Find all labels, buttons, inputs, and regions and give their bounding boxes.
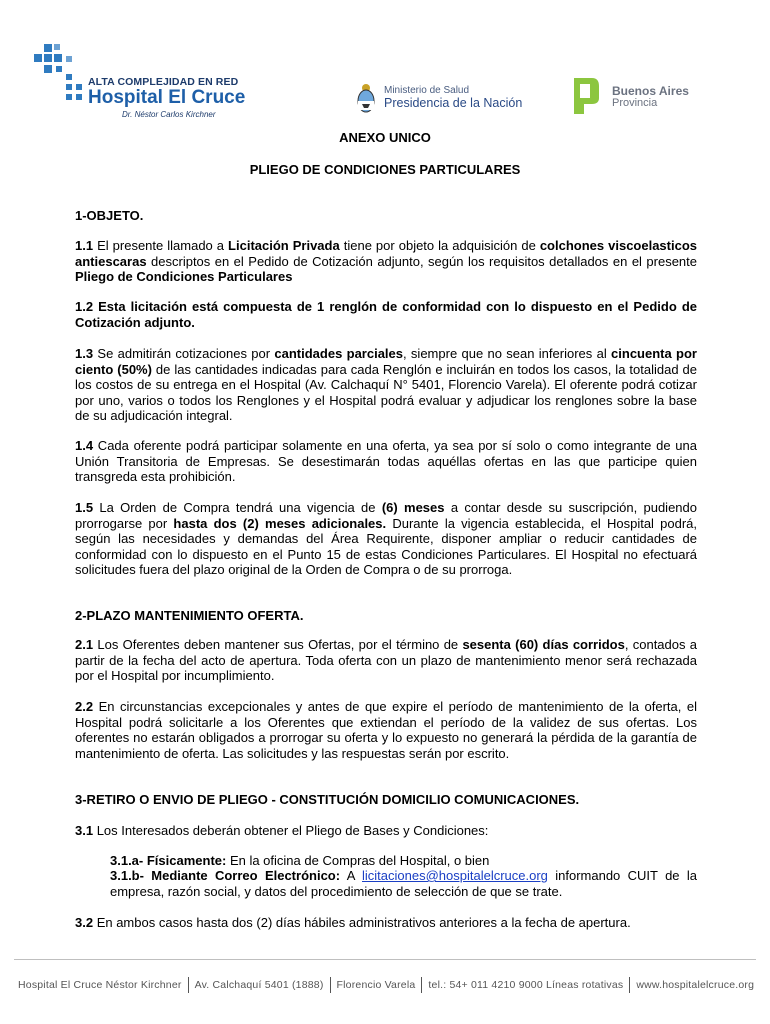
section-1-title: 1-OBJETO. bbox=[75, 208, 144, 223]
paragraph-3-1-b: 3.1.b- Mediante Correo Electrónico: A licitaciones@hospitalelcruce.org informando CUIT de la empresa, razón social, y datos del procedimiento de selección de que se trate. bbox=[110, 868, 697, 899]
footer-divider bbox=[14, 959, 756, 960]
footer-hospital-name: Hospital El Cruce Néstor Kirchner bbox=[18, 978, 182, 991]
paragraph-1-5: 1.5 La Orden de Compra tendrá una vigencia de (6) meses a contar desde su suscripción, pudiendo prorrogarse por hasta dos (2) meses adicionales. Durante la vigencia establecida, el Hospital podrá, según las necesidades y demandas del Área Requirente, disponer ampliar o reducir cantidades de conformidad con lo dispuesto en el Punto 15 de estas Condiciones Particulares. El Hospital no efectuará solicitudes fuera del plazo original de la Orden de Compra o de su prorroga. bbox=[75, 500, 698, 577]
footer-separator bbox=[629, 977, 630, 993]
pba-line1: Buenos Aires bbox=[612, 84, 689, 98]
paragraph-1-1: 1.1 El presente llamado a Licitación Privada tiene por objeto la adquisición de colchones viscoelasticos antiescaras descriptos en el Pedido de Cotización adjunto, según los requisitos detallados en el presente Pliego de Condiciones Particulares bbox=[75, 238, 698, 284]
footer-phone: tel.: 54+ 011 4210 9000 Líneas rotativas bbox=[428, 978, 624, 991]
paragraph-3-1: 3.1 Los Interesados deberán obtener el Pliego de Bases y Condiciones: bbox=[75, 823, 489, 838]
paragraph-2-2: 2.2 En circunstancias excepcionales y antes de que expire el período de mantenimiento de la oferta, el Hospital podrá solicitarle a los Oferentes que extiendan el período de la validez de sus ofertas. Los oferentes no estarán obligados a prorrogar su oferta y lo expuesto no generará la pérdida de la garantía de mantenimiento de oferta. Las solicitudes y las respuestas serán por escrito. bbox=[75, 699, 697, 761]
section-3-title: 3-RETIRO O ENVIO DE PLIEGO - CONSTITUCIÓN DOMICILIO COMUNICACIONES. bbox=[75, 792, 580, 807]
section-2-title: 2-PLAZO MANTENIMIENTO OFERTA. bbox=[75, 608, 304, 623]
ministerio-logo bbox=[356, 82, 556, 118]
footer-address: Av. Calchaquí 5401 (1888) bbox=[194, 978, 324, 991]
footer-separator bbox=[188, 977, 189, 993]
argentina-shield-icon bbox=[356, 82, 376, 114]
footer-separator bbox=[421, 977, 422, 993]
ministerio-line2: Presidencia de la Nación bbox=[384, 96, 523, 110]
hec-dr-name: Dr. Néstor Carlos Kirchner bbox=[122, 110, 216, 119]
paragraph-1-2: 1.2 Esta licitación está compuesta de 1 renglón de conformidad con lo dispuesto en el Pedido de Cotización adjunto. bbox=[75, 299, 697, 330]
paragraph-1-4: 1.4 Cada oferente podrá participar solamente en una oferta, ya sea por sí solo o como integrante de una Unión Transitoria de Empresas. Se desestimarán todas aquéllas ofertas en las que participe quien transgreda esta prohibición. bbox=[75, 438, 697, 484]
paragraph-1-3: 1.3 Se admitirán cotizaciones por cantidades parciales, siempre que no sean inferiores al cincuenta por ciento (50%) de las cantidades indicadas para cada Renglón e incluirán en todos los casos, la totalidad de los costos de su entrega en el Hospital (Av. Calchaquí N° 5401, Florencio Varela). El oferente podrá cotizar por uno, varios o todos los Renglones y el Hospital podrá evaluar y adjudicar los renglones sobre la base de su adjudicación integral. bbox=[75, 346, 697, 423]
footer-website: www.hospitalelcruce.org bbox=[636, 978, 755, 991]
provincia-logo bbox=[572, 76, 702, 116]
hec-subtitle: ALTA COMPLEJIDAD EN RED bbox=[88, 76, 239, 88]
paragraph-3-2: 3.2 En ambos casos hasta dos (2) días hábiles administrativos anteriores a la fecha de apertura. bbox=[75, 915, 631, 930]
anexo-title: ANEXO UNICO bbox=[339, 130, 431, 145]
paragraph-2-1: 2.1 Los Oferentes deben mantener sus Ofertas, por el término de sesenta (60) días corridos, contados a partir de la fecha del acto de apertura. Toda oferta con un plazo de mantenimiento menor será rechazada por el Hospital por incumplimiento. bbox=[75, 637, 698, 683]
footer-city: Florencio Varela bbox=[336, 978, 416, 991]
licitaciones-email-link[interactable]: licitaciones@hospitalelcruce.org bbox=[362, 868, 548, 883]
hospital-el-cruce-logo bbox=[30, 44, 270, 124]
ministerio-line1: Ministerio de Salud bbox=[384, 85, 470, 96]
pba-line2: Provincia bbox=[612, 97, 658, 109]
hec-title: Hospital El Cruce bbox=[88, 87, 246, 108]
page-footer bbox=[18, 977, 754, 993]
paragraph-3-1-a: 3.1.a- Físicamente: En la oficina de Compras del Hospital, o bien bbox=[110, 853, 490, 868]
footer-separator bbox=[330, 977, 331, 993]
pliego-title: PLIEGO DE CONDICIONES PARTICULARES bbox=[249, 162, 521, 177]
pba-leaf-icon bbox=[572, 76, 600, 116]
